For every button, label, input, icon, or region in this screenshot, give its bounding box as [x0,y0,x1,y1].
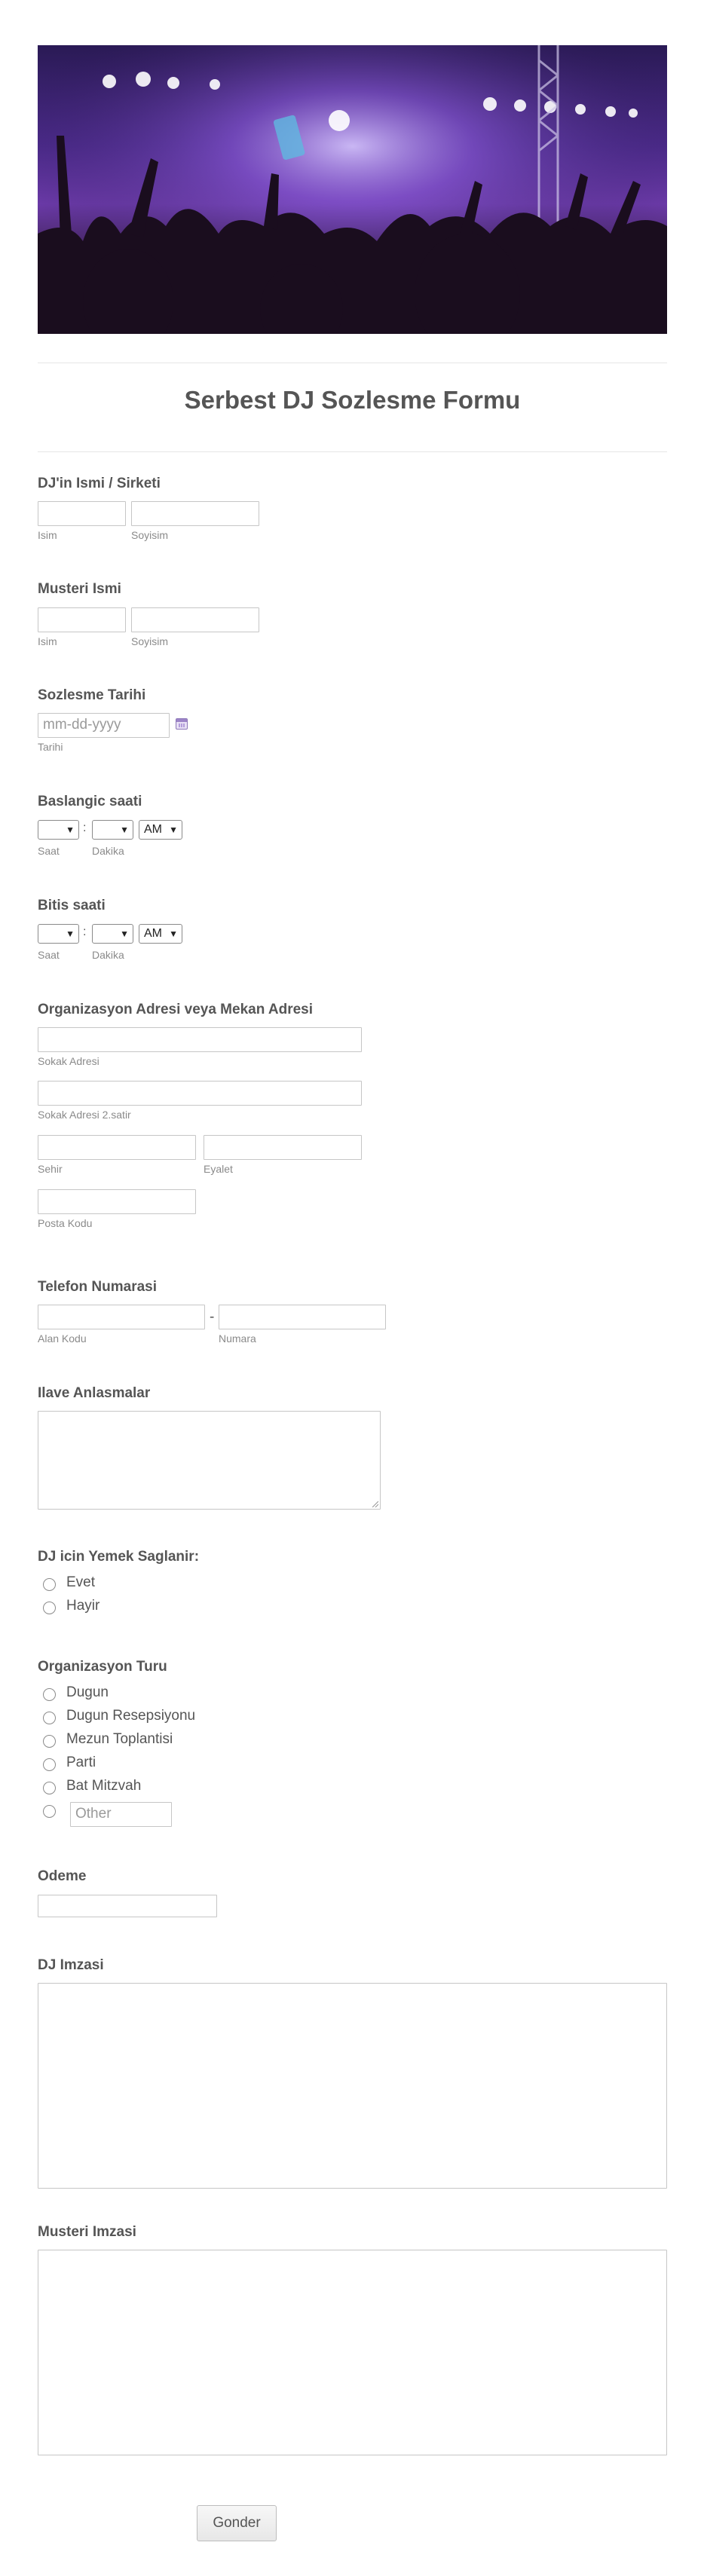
client-signature-pad[interactable] [38,2250,667,2455]
extra-agreements-textarea[interactable] [38,1411,381,1510]
meal-option-yes-radio[interactable] [43,1578,56,1591]
start-hour-select[interactable] [38,820,79,840]
chevron-down-icon: ▼ [120,825,129,835]
phone-number-sublabel: Numara [219,1332,256,1345]
page-title: Serbest DJ Sozlesme Formu [184,386,521,414]
chevron-down-icon: ▼ [66,825,75,835]
meal-option-no-radio[interactable] [43,1602,56,1614]
end-ampm-value: AM [144,927,162,940]
dj-last-name-input[interactable] [131,501,259,526]
chevron-down-icon: ▼ [66,929,75,939]
event-type-option-label: Dugun [66,1684,109,1700]
street-address-input[interactable] [38,1027,362,1052]
zip-input[interactable] [38,1189,196,1214]
submit-button[interactable]: Gonder [197,2505,277,2541]
start-ampm-value: AM [144,823,162,836]
meal-option-no-label: Hayir [66,1598,100,1614]
divider-bottom [38,451,667,452]
client-signature-label: Musteri Imzasi [38,2224,136,2240]
event-type-option-label: Bat Mitzvah [66,1778,142,1794]
address-label: Organizasyon Adresi veya Mekan Adresi [38,1002,314,1017]
street-address-sublabel: Sokak Adresi [38,1055,99,1067]
dj-name-label: DJ'in Ismi / Sirketi [38,476,161,491]
client-last-name-sublabel: Soyisim [131,635,169,647]
dj-signature-pad[interactable] [38,1983,667,2189]
end-minute-select[interactable] [92,924,133,944]
concert-illustration [38,45,667,334]
calendar-icon[interactable] [176,718,188,730]
time-colon: : [83,925,87,938]
zip-sublabel: Posta Kodu [38,1217,93,1229]
dj-signature-label: DJ Imzasi [38,1957,104,1973]
dj-first-name-sublabel: Isim [38,529,57,541]
dj-first-name-input[interactable] [38,501,126,526]
event-type-option-radio[interactable] [43,1758,56,1771]
end-ampm-select[interactable] [139,924,182,944]
end-minute-sublabel: Dakika [92,949,124,961]
event-type-option-label: Parti [66,1755,96,1770]
meal-label: DJ icin Yemek Saglanir: [38,1549,200,1565]
dj-last-name-sublabel: Soyisim [131,529,169,541]
phone-label: Telefon Numarasi [38,1279,158,1295]
client-name-label: Musteri Ismi [38,581,121,597]
event-type-other-radio[interactable] [43,1805,56,1818]
city-input[interactable] [38,1135,196,1160]
payment-label: Odeme [38,1868,87,1884]
state-sublabel: Eyalet [204,1163,233,1175]
client-first-name-input[interactable] [38,607,126,632]
client-first-name-sublabel: Isim [38,635,57,647]
event-type-other-input[interactable]: Other [70,1802,172,1827]
payment-input[interactable] [38,1895,217,1917]
area-code-input[interactable] [38,1305,205,1329]
chevron-down-icon: ▼ [169,929,178,939]
resize-handle-icon[interactable] [372,1501,378,1507]
event-type-option-label: Dugun Resepsiyonu [66,1708,196,1724]
start-ampm-select[interactable] [139,820,182,840]
event-type-option-radio[interactable] [43,1782,56,1794]
street-address-2-input[interactable] [38,1081,362,1106]
phone-separator: - [210,1309,215,1325]
contract-date-input[interactable]: mm-dd-yyyy [38,713,170,738]
event-type-option-radio[interactable] [43,1735,56,1748]
time-colon: : [83,821,87,834]
start-minute-select[interactable] [92,820,133,840]
city-sublabel: Sehir [38,1163,63,1175]
start-time-label: Baslangic saati [38,794,142,809]
phone-number-input[interactable] [219,1305,386,1329]
chevron-down-icon: ▼ [120,929,129,939]
area-code-sublabel: Alan Kodu [38,1332,87,1345]
event-type-option-label: Mezun Toplantisi [66,1731,173,1747]
meal-option-yes-label: Evet [66,1574,96,1590]
start-hour-sublabel: Saat [38,845,60,857]
event-type-option-radio[interactable] [43,1688,56,1701]
start-minute-sublabel: Dakika [92,845,124,857]
client-last-name-input[interactable] [131,607,259,632]
end-hour-select[interactable] [38,924,79,944]
event-type-option-radio[interactable] [43,1712,56,1724]
event-type-label: Organizasyon Turu [38,1659,167,1675]
contract-date-label: Sozlesme Tarihi [38,687,146,703]
chevron-down-icon: ▼ [169,825,178,835]
street-address-2-sublabel: Sokak Adresi 2.satir [38,1109,131,1121]
state-input[interactable] [204,1135,362,1160]
end-time-label: Bitis saati [38,898,106,913]
end-hour-sublabel: Saat [38,949,60,961]
concert-crowd-image [38,45,667,334]
contract-date-sublabel: Tarihi [38,741,63,753]
extra-agreements-label: Ilave Anlasmalar [38,1385,151,1401]
